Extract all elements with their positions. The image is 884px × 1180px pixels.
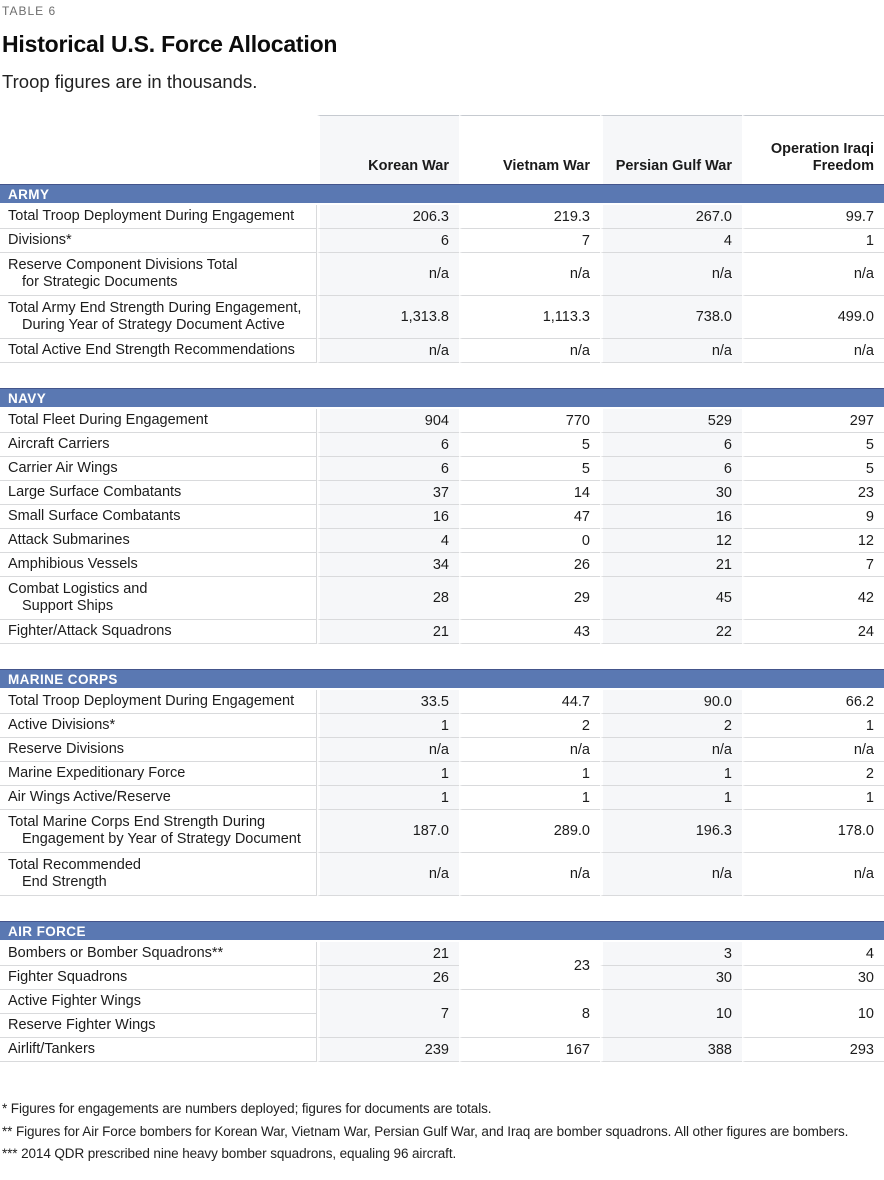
row-label xyxy=(0,481,317,505)
value-cell: 1 xyxy=(742,714,884,738)
table-row xyxy=(0,810,884,853)
value-cell: 21 xyxy=(600,553,742,577)
table-kicker: TABLE 6 xyxy=(2,4,57,18)
column-header-vietnam-war: Vietnam War xyxy=(459,115,600,184)
row-label-line: Total Army End Strength During Engagement, xyxy=(8,300,302,316)
value-cell: 5 xyxy=(742,457,884,481)
value-cell: 90.0 xyxy=(600,690,742,714)
table-row xyxy=(0,433,884,457)
value-cell: 8 xyxy=(459,990,600,1038)
value-cell: 5 xyxy=(459,433,600,457)
row-label xyxy=(0,990,317,1014)
value-cell: 12 xyxy=(600,529,742,553)
table-row xyxy=(0,577,884,620)
row-label xyxy=(0,1038,317,1062)
row-label-line: Amphibious Vessels xyxy=(8,556,138,572)
row-label xyxy=(0,229,317,253)
value-cell: 37 xyxy=(317,481,459,505)
footnote-1: * Figures for engagements are numbers deployed; figures for documents are totals. xyxy=(2,1101,492,1116)
value-cell: 22 xyxy=(600,620,742,644)
table-row xyxy=(0,786,884,810)
value-cell: 187.0 xyxy=(317,810,459,853)
value-cell: 1,113.3 xyxy=(459,296,600,339)
value-cell: 239 xyxy=(317,1038,459,1062)
value-cell: 904 xyxy=(317,409,459,433)
value-cell: 30 xyxy=(600,481,742,505)
row-label-line: Marine Expeditionary Force xyxy=(8,765,186,781)
row-label-line: During Year of Strategy Document Active xyxy=(22,317,285,333)
table-row xyxy=(0,1038,884,1062)
value-cell: 14 xyxy=(459,481,600,505)
corner-cell xyxy=(0,115,317,184)
table-row xyxy=(0,966,884,990)
value-cell: 2 xyxy=(459,714,600,738)
row-label xyxy=(0,853,317,896)
row-label xyxy=(0,529,317,553)
value-cell: 3 xyxy=(600,942,742,966)
value-cell: n/a xyxy=(459,339,600,363)
value-cell: n/a xyxy=(459,253,600,296)
table-row xyxy=(0,738,884,762)
row-label-line: Total Active End Strength Recommendations xyxy=(8,342,295,358)
value-cell: 1 xyxy=(317,714,459,738)
value-cell: 1 xyxy=(317,762,459,786)
footnote-3: *** 2014 QDR prescribed nine heavy bomber squadrons, equaling 96 aircraft. xyxy=(2,1146,457,1161)
footnote-2: ** Figures for Air Force bombers for Korean War, Vietnam War, Persian Gulf War, and Iraq are bomber squadrons. All other figures are bombers. xyxy=(2,1123,849,1139)
row-label xyxy=(0,810,317,853)
column-header-persian-gulf-war: Persian Gulf War xyxy=(600,115,742,184)
value-cell: n/a xyxy=(742,738,884,762)
row-label xyxy=(0,577,317,620)
row-label-line: Reserve Fighter Wings xyxy=(8,1017,156,1033)
value-cell: n/a xyxy=(459,853,600,896)
value-cell: n/a xyxy=(742,253,884,296)
value-cell: 388 xyxy=(600,1038,742,1062)
row-label xyxy=(0,553,317,577)
row-label-line: Active Fighter Wings xyxy=(8,993,141,1009)
value-cell: n/a xyxy=(317,253,459,296)
row-label xyxy=(0,205,317,229)
table-row xyxy=(0,853,884,896)
section-gap-cell xyxy=(0,644,884,669)
section-header-marine-corps: MARINE CORPS xyxy=(0,669,884,690)
row-label-line: Fighter/Attack Squadrons xyxy=(8,623,172,639)
row-label-line: Total Troop Deployment During Engagement xyxy=(8,208,295,224)
value-cell: 28 xyxy=(317,577,459,620)
value-cell: 24 xyxy=(742,620,884,644)
row-label-line: Support Ships xyxy=(22,598,114,614)
row-label xyxy=(0,296,317,339)
value-cell: 297 xyxy=(742,409,884,433)
section-bar-row xyxy=(0,669,884,690)
section-bar-row xyxy=(0,921,884,942)
value-cell: 738.0 xyxy=(600,296,742,339)
row-label xyxy=(0,620,317,644)
value-cell: 5 xyxy=(742,433,884,457)
value-cell: 7 xyxy=(742,553,884,577)
value-cell: 267.0 xyxy=(600,205,742,229)
page-subtitle: Troop figures are in thousands. xyxy=(2,71,258,92)
row-label-line: Total Marine Corps End Strength During xyxy=(8,814,266,830)
value-cell: 167 xyxy=(459,1038,600,1062)
table-row xyxy=(0,553,884,577)
value-cell: 1 xyxy=(459,762,600,786)
section-gap xyxy=(0,363,884,388)
value-cell: 7 xyxy=(459,229,600,253)
value-cell: 770 xyxy=(459,409,600,433)
row-label-line: for Strategic Documents xyxy=(22,274,178,290)
row-label-line: Divisions* xyxy=(8,232,72,248)
value-cell: 66.2 xyxy=(742,690,884,714)
row-label-line: Combat Logistics and xyxy=(8,581,148,597)
row-label xyxy=(0,433,317,457)
value-cell: 9 xyxy=(742,505,884,529)
value-cell: 1 xyxy=(459,786,600,810)
value-cell: 26 xyxy=(459,553,600,577)
value-cell: 196.3 xyxy=(600,810,742,853)
table-row xyxy=(0,253,884,296)
value-cell: 1 xyxy=(742,229,884,253)
value-cell: n/a xyxy=(600,853,742,896)
value-cell: 2 xyxy=(742,762,884,786)
section-gap-cell xyxy=(0,896,884,921)
row-label-line: Air Wings Active/Reserve xyxy=(8,789,171,805)
table-row xyxy=(0,457,884,481)
row-label-line: Reserve Component Divisions Total xyxy=(8,257,238,273)
row-label-line: Fighter Squadrons xyxy=(8,969,128,985)
row-label xyxy=(0,762,317,786)
value-cell: 12 xyxy=(742,529,884,553)
value-cell: 2 xyxy=(600,714,742,738)
value-cell: 16 xyxy=(317,505,459,529)
table-row xyxy=(0,690,884,714)
section-gap xyxy=(0,644,884,669)
page-title: Historical U.S. Force Allocation xyxy=(2,31,338,57)
value-cell: 6 xyxy=(600,433,742,457)
row-label-line: Reserve Divisions xyxy=(8,741,125,757)
value-cell: 293 xyxy=(742,1038,884,1062)
section-gap xyxy=(0,896,884,921)
value-cell: n/a xyxy=(600,253,742,296)
section-header-navy: NAVY xyxy=(0,388,884,409)
value-cell: 42 xyxy=(742,577,884,620)
section-header-air-force: AIR FORCE xyxy=(0,921,884,942)
row-label xyxy=(0,409,317,433)
value-cell: 29 xyxy=(459,577,600,620)
row-label-line: Engagement by Year of Strategy Document xyxy=(22,831,301,847)
value-cell: 44.7 xyxy=(459,690,600,714)
table-row xyxy=(0,942,884,966)
value-cell: n/a xyxy=(600,339,742,363)
value-cell: 1 xyxy=(600,762,742,786)
value-cell: 1,313.8 xyxy=(317,296,459,339)
value-cell: 289.0 xyxy=(459,810,600,853)
row-label-line: Attack Submarines xyxy=(8,532,130,548)
value-cell: 43 xyxy=(459,620,600,644)
column-header-operation-iraqi-freedom: Operation Iraqi Freedom xyxy=(742,115,884,184)
force-allocation-table xyxy=(0,115,884,1062)
table-row xyxy=(0,505,884,529)
row-label xyxy=(0,738,317,762)
value-cell: 16 xyxy=(600,505,742,529)
row-label-line: Bombers or Bomber Squadrons** xyxy=(8,945,224,961)
value-cell: 0 xyxy=(459,529,600,553)
value-cell: 6 xyxy=(600,457,742,481)
row-label xyxy=(0,1014,317,1038)
value-cell: 6 xyxy=(317,457,459,481)
column-header-korean-war: Korean War xyxy=(317,115,459,184)
table-row xyxy=(0,762,884,786)
value-cell: 10 xyxy=(742,990,884,1038)
footnotes xyxy=(2,1098,884,1166)
table-row xyxy=(0,620,884,644)
value-cell: 206.3 xyxy=(317,205,459,229)
value-cell: 26 xyxy=(317,966,459,990)
table-row xyxy=(0,481,884,505)
value-cell: n/a xyxy=(742,853,884,896)
table-row xyxy=(0,339,884,363)
value-cell: 33.5 xyxy=(317,690,459,714)
row-label-line: Active Divisions* xyxy=(8,717,116,733)
row-label-line: Small Surface Combatants xyxy=(8,508,181,524)
value-cell: n/a xyxy=(317,339,459,363)
value-cell: 4 xyxy=(317,529,459,553)
value-cell: 34 xyxy=(317,553,459,577)
table-row xyxy=(0,714,884,738)
section-bar-row xyxy=(0,184,884,205)
value-cell: 99.7 xyxy=(742,205,884,229)
value-cell: 6 xyxy=(317,433,459,457)
row-label-line: End Strength xyxy=(22,874,107,890)
value-cell: 5 xyxy=(459,457,600,481)
value-cell: 23 xyxy=(742,481,884,505)
value-cell: 178.0 xyxy=(742,810,884,853)
value-cell: 23 xyxy=(459,942,600,990)
section-gap-cell xyxy=(0,363,884,388)
value-cell: 529 xyxy=(600,409,742,433)
row-label-line: Large Surface Combatants xyxy=(8,484,182,500)
value-cell: 7 xyxy=(317,990,459,1038)
value-cell: 21 xyxy=(317,620,459,644)
value-cell: n/a xyxy=(459,738,600,762)
value-cell: 47 xyxy=(459,505,600,529)
value-cell: 1 xyxy=(317,786,459,810)
row-label xyxy=(0,339,317,363)
value-cell: 45 xyxy=(600,577,742,620)
value-cell: 10 xyxy=(600,990,742,1038)
row-label-line: Airlift/Tankers xyxy=(8,1041,96,1057)
row-label-line: Carrier Air Wings xyxy=(8,460,118,476)
value-cell: 4 xyxy=(742,942,884,966)
value-cell: 499.0 xyxy=(742,296,884,339)
row-label xyxy=(0,714,317,738)
table-row xyxy=(0,229,884,253)
section-header-army: ARMY xyxy=(0,184,884,205)
value-cell: 6 xyxy=(317,229,459,253)
force-allocation-table-container xyxy=(0,115,884,1062)
table-row xyxy=(0,990,884,1014)
value-cell: 21 xyxy=(317,942,459,966)
table-row xyxy=(0,296,884,339)
row-label xyxy=(0,457,317,481)
section-bar-row xyxy=(0,388,884,409)
row-label xyxy=(0,786,317,810)
value-cell: 219.3 xyxy=(459,205,600,229)
row-label-line: Total Troop Deployment During Engagement xyxy=(8,693,295,709)
row-label-line: Total Recommended xyxy=(8,857,141,873)
value-cell: 4 xyxy=(600,229,742,253)
column-header-row xyxy=(0,115,884,184)
value-cell: n/a xyxy=(317,853,459,896)
value-cell: n/a xyxy=(600,738,742,762)
value-cell: 1 xyxy=(600,786,742,810)
value-cell: n/a xyxy=(742,339,884,363)
table-row xyxy=(0,205,884,229)
row-label xyxy=(0,505,317,529)
value-cell: 30 xyxy=(600,966,742,990)
row-label-line: Total Fleet During Engagement xyxy=(8,412,208,428)
table-row xyxy=(0,529,884,553)
value-cell: 1 xyxy=(742,786,884,810)
row-label xyxy=(0,966,317,990)
table-row xyxy=(0,409,884,433)
value-cell: 30 xyxy=(742,966,884,990)
row-label xyxy=(0,253,317,296)
row-label xyxy=(0,690,317,714)
row-label xyxy=(0,942,317,966)
row-label-line: Aircraft Carriers xyxy=(8,436,110,452)
value-cell: n/a xyxy=(317,738,459,762)
